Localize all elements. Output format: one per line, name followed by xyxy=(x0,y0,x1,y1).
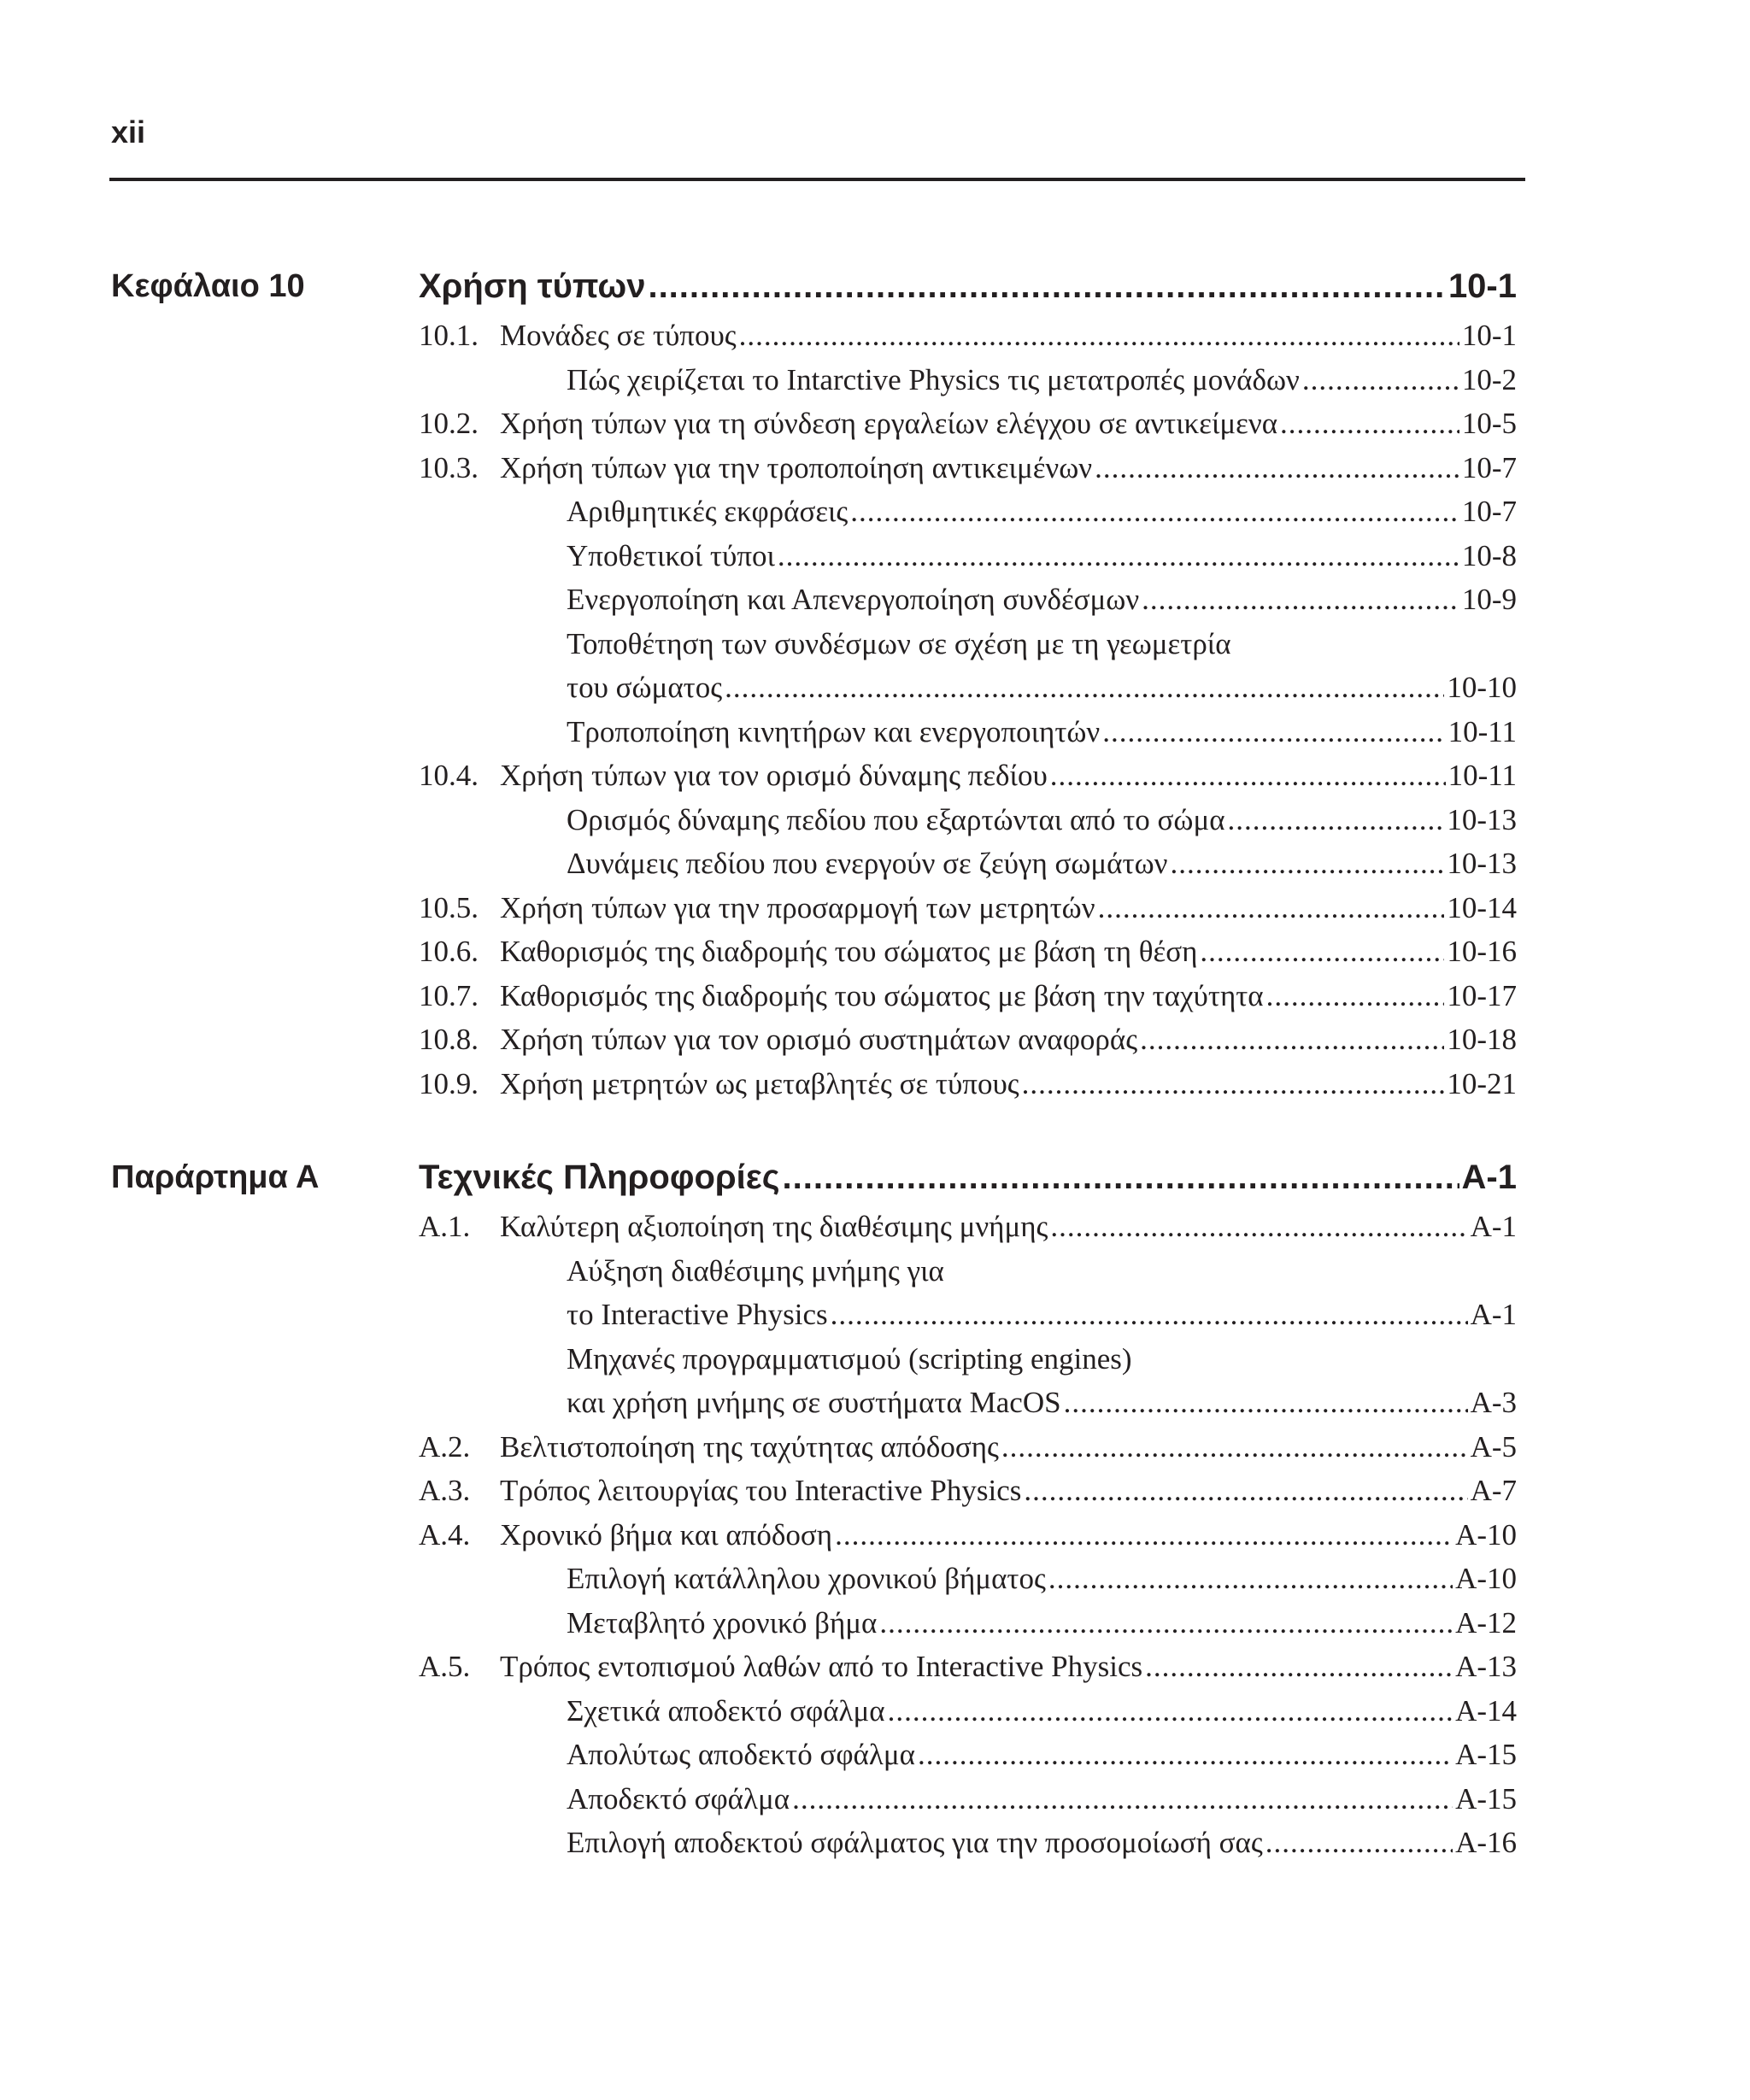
toc-entry-number: Α.2. xyxy=(419,1429,471,1464)
toc-entry-line xyxy=(567,1821,1517,1865)
toc-entry-page: Α-10 xyxy=(1455,1517,1517,1552)
section-page: Α-1 xyxy=(1461,1159,1517,1196)
dot-leader xyxy=(1266,1821,1453,1865)
dot-leader xyxy=(918,1733,1453,1777)
toc-entry-line xyxy=(567,534,1517,578)
toc-entry-page: Α-1 xyxy=(1470,1210,1517,1243)
toc-entry[interactable] xyxy=(0,666,1750,710)
toc-entry-title: Μηχανές προγραμματισμού (scripting engines) xyxy=(567,1341,1132,1376)
toc-entry[interactable] xyxy=(0,1821,1750,1865)
toc-entry-line xyxy=(567,1557,1517,1601)
toc-entry-title: Επιλογή αποδεκτού σφάλματος για την προσομοίωσή σας xyxy=(567,1826,1263,1859)
section-title: Χρήση τύπων xyxy=(419,267,646,305)
section-title: Τεχνικές Πληροφορίες xyxy=(419,1159,780,1196)
dot-leader xyxy=(1064,1381,1468,1425)
toc-entry[interactable] xyxy=(0,1337,1750,1381)
dot-leader xyxy=(888,1689,1453,1733)
toc-entry-page: Α-16 xyxy=(1455,1826,1517,1859)
toc-entry-page: 10-16 xyxy=(1447,935,1517,968)
toc-entry-number: 10.7. xyxy=(419,978,479,1012)
toc-entry-line xyxy=(567,666,1517,710)
toc-entry-line xyxy=(567,1293,1517,1337)
toc-entry-title: Σχετικά αποδεκτό σφάλμα xyxy=(567,1693,885,1728)
toc-entry[interactable] xyxy=(0,1205,1750,1249)
toc-entry-page: 10-17 xyxy=(1447,978,1517,1012)
toc-entry-line xyxy=(500,886,1517,930)
toc-entry[interactable] xyxy=(0,1249,1750,1293)
dot-leader xyxy=(778,534,1459,578)
toc-entry-line xyxy=(500,1205,1517,1249)
toc-entry-line xyxy=(500,1513,1517,1557)
toc-entry-line xyxy=(567,622,1517,666)
toc-entry[interactable] xyxy=(0,1381,1750,1425)
toc-entry-line xyxy=(567,578,1517,622)
toc-entry-line xyxy=(500,974,1517,1018)
toc-entry-line xyxy=(500,754,1517,798)
dot-leader xyxy=(1302,358,1459,402)
toc-entry-line xyxy=(567,798,1517,842)
toc-entries xyxy=(0,1205,1750,1865)
toc-entry-title: Χρήση τύπων για την τροποποίηση αντικειμένων xyxy=(500,450,1093,484)
toc-entry-line xyxy=(567,1337,1517,1381)
toc-entry[interactable] xyxy=(0,974,1750,1018)
toc-entry[interactable] xyxy=(0,534,1750,578)
toc-entries xyxy=(0,314,1750,1106)
toc-entry-page: 10-10 xyxy=(1447,671,1517,704)
dot-leader xyxy=(1095,446,1459,490)
section-title-row[interactable] xyxy=(419,261,1517,312)
toc-entry-line xyxy=(567,1249,1517,1293)
toc-entry-number: Α.4. xyxy=(419,1517,471,1552)
toc-entry[interactable] xyxy=(0,1469,1750,1513)
dot-leader xyxy=(831,1293,1468,1337)
toc-entry-line xyxy=(567,358,1517,402)
section-label: Κεφάλαιο 10 xyxy=(111,268,305,304)
toc-entry[interactable] xyxy=(0,622,1750,666)
toc-entry-number: 10.1. xyxy=(419,319,479,352)
toc-entry-page: Α-15 xyxy=(1455,1781,1517,1816)
toc-entry-page: 10-14 xyxy=(1447,890,1517,924)
toc-entry[interactable] xyxy=(0,1645,1750,1689)
dot-leader xyxy=(1024,1469,1467,1513)
toc-entry-number: 10.6. xyxy=(419,935,479,968)
dot-leader xyxy=(1280,402,1459,446)
toc-entry-title: του σώματος xyxy=(567,671,723,704)
dot-leader xyxy=(792,1777,1453,1821)
toc-entry-number: 10.2. xyxy=(419,407,479,440)
toc-entry-page: Α-1 xyxy=(1470,1298,1517,1331)
toc-entry-page: 10-7 xyxy=(1461,495,1517,528)
toc-entry-title: Μονάδες σε τύπους xyxy=(500,319,737,352)
toc-entry-title: Καθορισμός της διαδρομής του σώματος με βάση την ταχύτητα xyxy=(500,978,1264,1012)
toc-entry-title: Υποθετικοί τύποι xyxy=(567,538,775,572)
header-rule xyxy=(109,178,1525,181)
dot-leader xyxy=(783,1152,1459,1203)
toc-entry-line xyxy=(500,1018,1517,1062)
dot-leader xyxy=(1022,1062,1445,1106)
toc-entry-line xyxy=(567,1777,1517,1821)
toc-entry-number: 10.3. xyxy=(419,450,479,484)
dot-leader xyxy=(879,1601,1453,1645)
toc-entry-line xyxy=(500,930,1517,974)
toc-entry[interactable] xyxy=(0,314,1750,358)
toc-entry-title: Χρονικό βήμα και απόδοση xyxy=(500,1517,833,1552)
toc-entry-line xyxy=(500,446,1517,490)
toc-entry[interactable] xyxy=(0,1513,1750,1557)
toc-entry-title: Τροποποίηση κινητήρων και ενεργοποιητών xyxy=(567,714,1101,748)
toc-entry-title: Τρόπος εντοπισμού λαθών από το Interactive Physics xyxy=(500,1650,1143,1683)
toc-entry-title: Μεταβλητό χρονικό βήμα xyxy=(567,1605,878,1640)
toc-entry-page: 10-21 xyxy=(1447,1066,1517,1100)
toc-entry-page: 10-7 xyxy=(1461,450,1517,484)
toc-entry[interactable] xyxy=(0,1733,1750,1777)
toc-entry-page: 10-13 xyxy=(1447,847,1517,880)
dot-leader xyxy=(648,261,1445,312)
dot-leader xyxy=(1200,930,1444,974)
dot-leader xyxy=(725,666,1444,710)
toc-entry-title: Χρήση τύπων για την προσαρμογή των μετρητών xyxy=(500,890,1095,924)
toc-entry-page: Α-7 xyxy=(1470,1474,1517,1507)
toc-entry[interactable] xyxy=(0,1425,1750,1469)
toc-entry[interactable] xyxy=(0,490,1750,534)
toc-entry-title: Καλύτερη αξιοποίηση της διαθέσιμης μνήμης xyxy=(500,1210,1048,1243)
toc-entry-title: και χρήση μνήμης σε συστήματα MacOS xyxy=(567,1386,1061,1419)
toc-entry-title: Χρήση τύπων για τον ορισμό δύναμης πεδίου xyxy=(500,759,1048,792)
toc-entry-line xyxy=(500,1469,1517,1513)
toc-entry-number: 10.8. xyxy=(419,1023,479,1056)
dot-leader xyxy=(739,314,1459,358)
dot-leader xyxy=(1098,886,1445,930)
toc-entry[interactable] xyxy=(0,578,1750,622)
toc-entry-page: Α-12 xyxy=(1455,1605,1517,1640)
toc-entry-line xyxy=(500,402,1517,446)
toc-entry-title: Αύξηση διαθέσιμης μνήμης για xyxy=(567,1253,944,1288)
toc-entry-title: το Interactive Physics xyxy=(567,1298,828,1331)
toc-entry-title: Απολύτως αποδεκτό σφάλμα xyxy=(567,1738,915,1771)
section-title-row[interactable] xyxy=(419,1152,1517,1203)
toc-entry-page: Α-10 xyxy=(1455,1562,1517,1595)
dot-leader xyxy=(1266,974,1445,1018)
toc-entry-number: Α.1. xyxy=(419,1210,471,1243)
toc-entry[interactable] xyxy=(0,886,1750,930)
toc-entry[interactable] xyxy=(0,798,1750,842)
toc-entry-title: Καθορισμός της διαδρομής του σώματος με βάση τη θέση xyxy=(500,935,1198,968)
toc-entry[interactable] xyxy=(0,1601,1750,1645)
toc-entry-page: Α-3 xyxy=(1470,1386,1517,1419)
toc-entry-title: Τρόπος λειτουργίας του Interactive Physics xyxy=(500,1474,1022,1507)
toc-entry-title: Τοποθέτηση των συνδέσμων σε σχέση με τη γεωμετρία xyxy=(567,626,1231,660)
toc-entry-number: 10.5. xyxy=(419,890,479,924)
toc-entry[interactable] xyxy=(0,1557,1750,1601)
toc-entry-title: Ορισμός δύναμης πεδίου που εξαρτώνται από το σώμα xyxy=(567,802,1225,836)
dot-leader xyxy=(1228,798,1445,842)
toc-entry[interactable] xyxy=(0,446,1750,490)
toc-entry-page: 10-13 xyxy=(1447,802,1517,836)
toc-entry-line xyxy=(500,1645,1517,1689)
toc-entry-number: Α.5. xyxy=(419,1650,471,1683)
toc-entry-title: Επιλογή κατάλληλου χρονικού βήματος xyxy=(567,1562,1046,1595)
section-page: 10-1 xyxy=(1448,267,1517,305)
toc-entry-title: Χρήση τύπων για τον ορισμό συστημάτων αναφοράς xyxy=(500,1023,1138,1056)
toc-entry[interactable] xyxy=(0,842,1750,886)
toc-entry-number: 10.4. xyxy=(419,759,479,792)
toc-entry-title: Δυνάμεις πεδίου που ενεργούν σε ζεύγη σωμάτων xyxy=(567,847,1168,880)
dot-leader xyxy=(1170,842,1444,886)
toc-entry-line xyxy=(567,1733,1517,1777)
toc-entry-page: 10-18 xyxy=(1447,1023,1517,1056)
toc-entry-title: Αριθμητικές εκφράσεις xyxy=(567,495,849,528)
toc-entry-title: Χρήση τύπων για τη σύνδεση εργαλείων ελέγχου σε αντικείμενα xyxy=(500,407,1278,440)
toc-entry-page: 10-1 xyxy=(1461,319,1517,352)
toc-entry-line xyxy=(500,314,1517,358)
toc-entry-line xyxy=(567,1601,1517,1645)
toc-entry-line xyxy=(567,490,1517,534)
dot-leader xyxy=(1142,578,1459,622)
dot-leader xyxy=(850,490,1459,534)
toc-entry[interactable] xyxy=(0,358,1750,402)
dot-leader xyxy=(1050,1205,1467,1249)
toc-entry-page: 10-5 xyxy=(1461,407,1517,440)
toc-entry-title: Ενεργοποίηση και Απενεργοποίηση συνδέσμων xyxy=(567,583,1140,616)
toc-entry-page: Α-13 xyxy=(1455,1650,1517,1683)
toc-entry[interactable] xyxy=(0,1689,1750,1733)
toc-entry-line xyxy=(567,710,1517,754)
dot-leader xyxy=(1050,754,1446,798)
dot-leader xyxy=(1001,1425,1468,1469)
dot-leader xyxy=(1140,1018,1444,1062)
toc-entry-page: Α-5 xyxy=(1470,1429,1517,1464)
toc-entry-number: Α.3. xyxy=(419,1474,471,1507)
toc-entry-title: Βελτιστοποίηση της ταχύτητας απόδοσης xyxy=(500,1429,999,1464)
toc-entry-title: Πώς χειρίζεται το Intarctive Physics τις μετατροπές μονάδων xyxy=(567,362,1300,396)
dot-leader xyxy=(1048,1557,1453,1601)
toc-entry-page: 10-9 xyxy=(1461,583,1517,616)
toc-entry-page: 10-11 xyxy=(1448,759,1517,792)
toc-entry[interactable] xyxy=(0,710,1750,754)
dot-leader xyxy=(1102,710,1445,754)
dot-leader xyxy=(835,1513,1453,1557)
dot-leader xyxy=(1145,1645,1453,1689)
toc-entry[interactable] xyxy=(0,402,1750,446)
toc-entry-line xyxy=(567,842,1517,886)
page-number: xii xyxy=(111,114,146,150)
toc-entry[interactable] xyxy=(0,1293,1750,1337)
toc-entry-line xyxy=(567,1689,1517,1733)
section-label: Παράρτημα Α xyxy=(111,1159,320,1195)
toc-entry-page: 10-2 xyxy=(1461,362,1517,396)
toc-entry-line xyxy=(567,1381,1517,1425)
toc-entry[interactable] xyxy=(0,1018,1750,1062)
toc-entry[interactable] xyxy=(0,754,1750,798)
toc-entry-line xyxy=(500,1425,1517,1469)
toc-entry-title: Αποδεκτό σφάλμα xyxy=(567,1781,790,1816)
toc-entry-line xyxy=(500,1062,1517,1106)
toc-entry-page: 10-8 xyxy=(1461,538,1517,572)
toc-entry[interactable] xyxy=(0,1062,1750,1106)
toc-entry-page: Α-15 xyxy=(1455,1738,1517,1771)
toc-entry[interactable] xyxy=(0,930,1750,974)
toc-entry[interactable] xyxy=(0,1777,1750,1821)
toc-entry-number: 10.9. xyxy=(419,1066,479,1100)
toc-entry-page: 10-11 xyxy=(1448,714,1517,748)
toc-entry-title: Χρήση μετρητών ως μεταβλητές σε τύπους xyxy=(500,1066,1019,1100)
toc-entry-page: Α-14 xyxy=(1455,1693,1517,1728)
